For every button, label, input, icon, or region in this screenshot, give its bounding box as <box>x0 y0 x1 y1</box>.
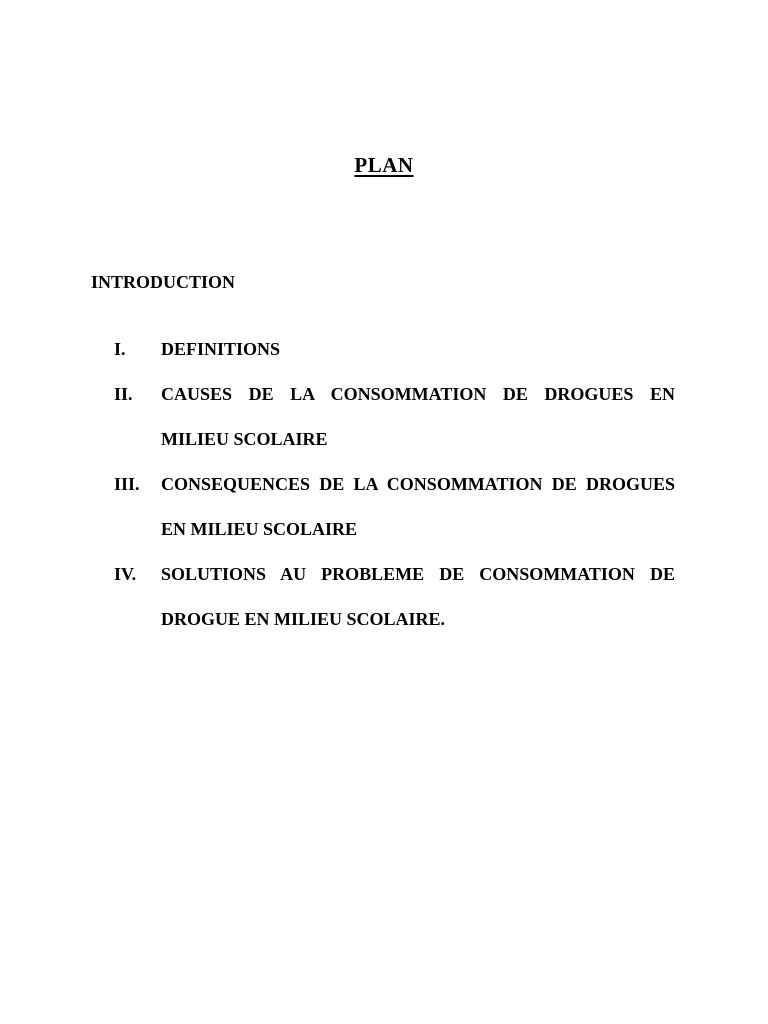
outline-item-2 <box>0 372 768 462</box>
outline-numeral: III. <box>114 474 140 494</box>
outline-text: SOLUTIONS AU PROBLEME DE CONSOMMATION DE DROGUE EN MILIEU SCOLAIRE. <box>161 564 675 629</box>
outline-list <box>0 327 768 642</box>
page-title: PLAN <box>354 153 414 177</box>
outline-item-1 <box>0 327 768 372</box>
outline-text: DEFINITIONS <box>161 339 281 359</box>
outline-text: CONSEQUENCES DE LA CONSOMMATION DE DROGUES EN MILIEU SCOLAIRE <box>161 474 675 539</box>
outline-item-3 <box>0 462 768 552</box>
outline-item-4 <box>0 552 768 642</box>
outline-numeral: IV. <box>114 564 137 584</box>
outline-text: CAUSES DE LA CONSOMMATION DE DROGUES EN MILIEU SCOLAIRE <box>161 384 675 449</box>
outline-numeral: II. <box>114 384 133 404</box>
outline-numeral: I. <box>114 339 126 359</box>
introduction-heading: INTRODUCTION <box>91 272 236 292</box>
